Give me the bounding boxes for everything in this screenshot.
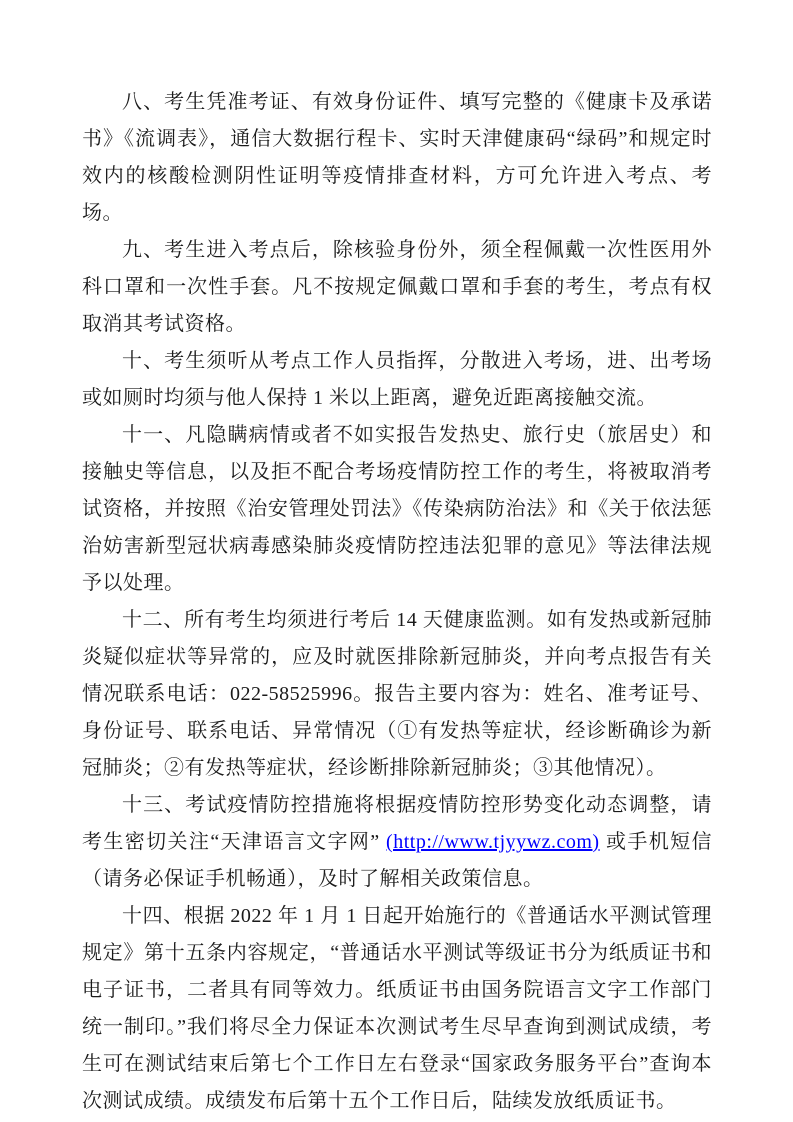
paragraph-item-12: 十二、所有考生均须进行考后 14 天健康监测。如有发热或新冠肺炎疑似症状等异常的，应及时就医排除新冠肺炎，并向考点报告有关情况联系电话：022-58525996。报告主要内容为：姓名、准考证号、身份证号、联系电话、异常情况（①有发热等症状，经诊断确诊为新冠肺炎；②有发热等症状，经诊断排除新冠肺炎；③其他情况）。 bbox=[82, 609, 712, 779]
document-body bbox=[82, 84, 712, 1120]
paragraph-item-8: 八、考生凭准考证、有效身份证件、填写完整的《健康卡及承诺书》《流调表》，通信大数据行程卡、实时天津健康码“绿码”和规定时效内的核酸检测阴性证明等疫情排查材料，方可允许进入考点、考场。 bbox=[82, 91, 712, 224]
paragraph-item-9: 九、考生进入考点后，除核验身份外，须全程佩戴一次性医用外科口罩和一次性手套。凡不按规定佩戴口罩和手套的考生，考点有权取消其考试资格。 bbox=[82, 239, 712, 335]
paragraph-item-10: 十、考生须听从考点工作人员指挥，分散进入考场，进、出考场或如厕时均须与他人保持 1 米以上距离，避免近距离接触交流。 bbox=[82, 350, 712, 409]
paragraph-item-11: 十一、凡隐瞒病情或者不如实报告发热史、旅行史（旅居史）和接触史等信息，以及拒不配合考场疫情防控工作的考生，将被取消考试资格，并按照《治安管理处罚法》《传染病防治法》和《关于依法惩治妨害新型冠状病毒感染肺炎疫情防控违法犯罪的意见》等法律法规予以处理。 bbox=[82, 424, 712, 594]
paragraph-item-14: 十四、根据 2022 年 1 月 1 日起开始施行的《普通话水平测试管理规定》第十五条内容规定，“普通话水平测试等级证书分为纸质证书和电子证书，二者具有同等效力。纸质证书由国务院语言文字工作部门统一制印。”我们将尽全力保证本次测试考生尽早查询到测试成绩，考生可在测试结束后第七个工作日左右登录“国家政务服务平台”查询本次测试成绩。成绩发布后第十五个工作日后，陆续发放纸质证书。 bbox=[82, 905, 712, 1112]
tjyywz-url-link[interactable]: (http://www.tjyywz.com) bbox=[386, 831, 600, 853]
paragraph-13-text-before-link: 十三、考试疫情防控措施将根据疫情防控形势变化动态调整，请考生密切关注“天津语言文字网” bbox=[82, 794, 712, 853]
paragraph-item-13 bbox=[82, 787, 712, 898]
paragraph-13-text-after-link: 或手机短信（请务必保证手机畅通），及时了解相关政策信息。 bbox=[82, 831, 712, 890]
